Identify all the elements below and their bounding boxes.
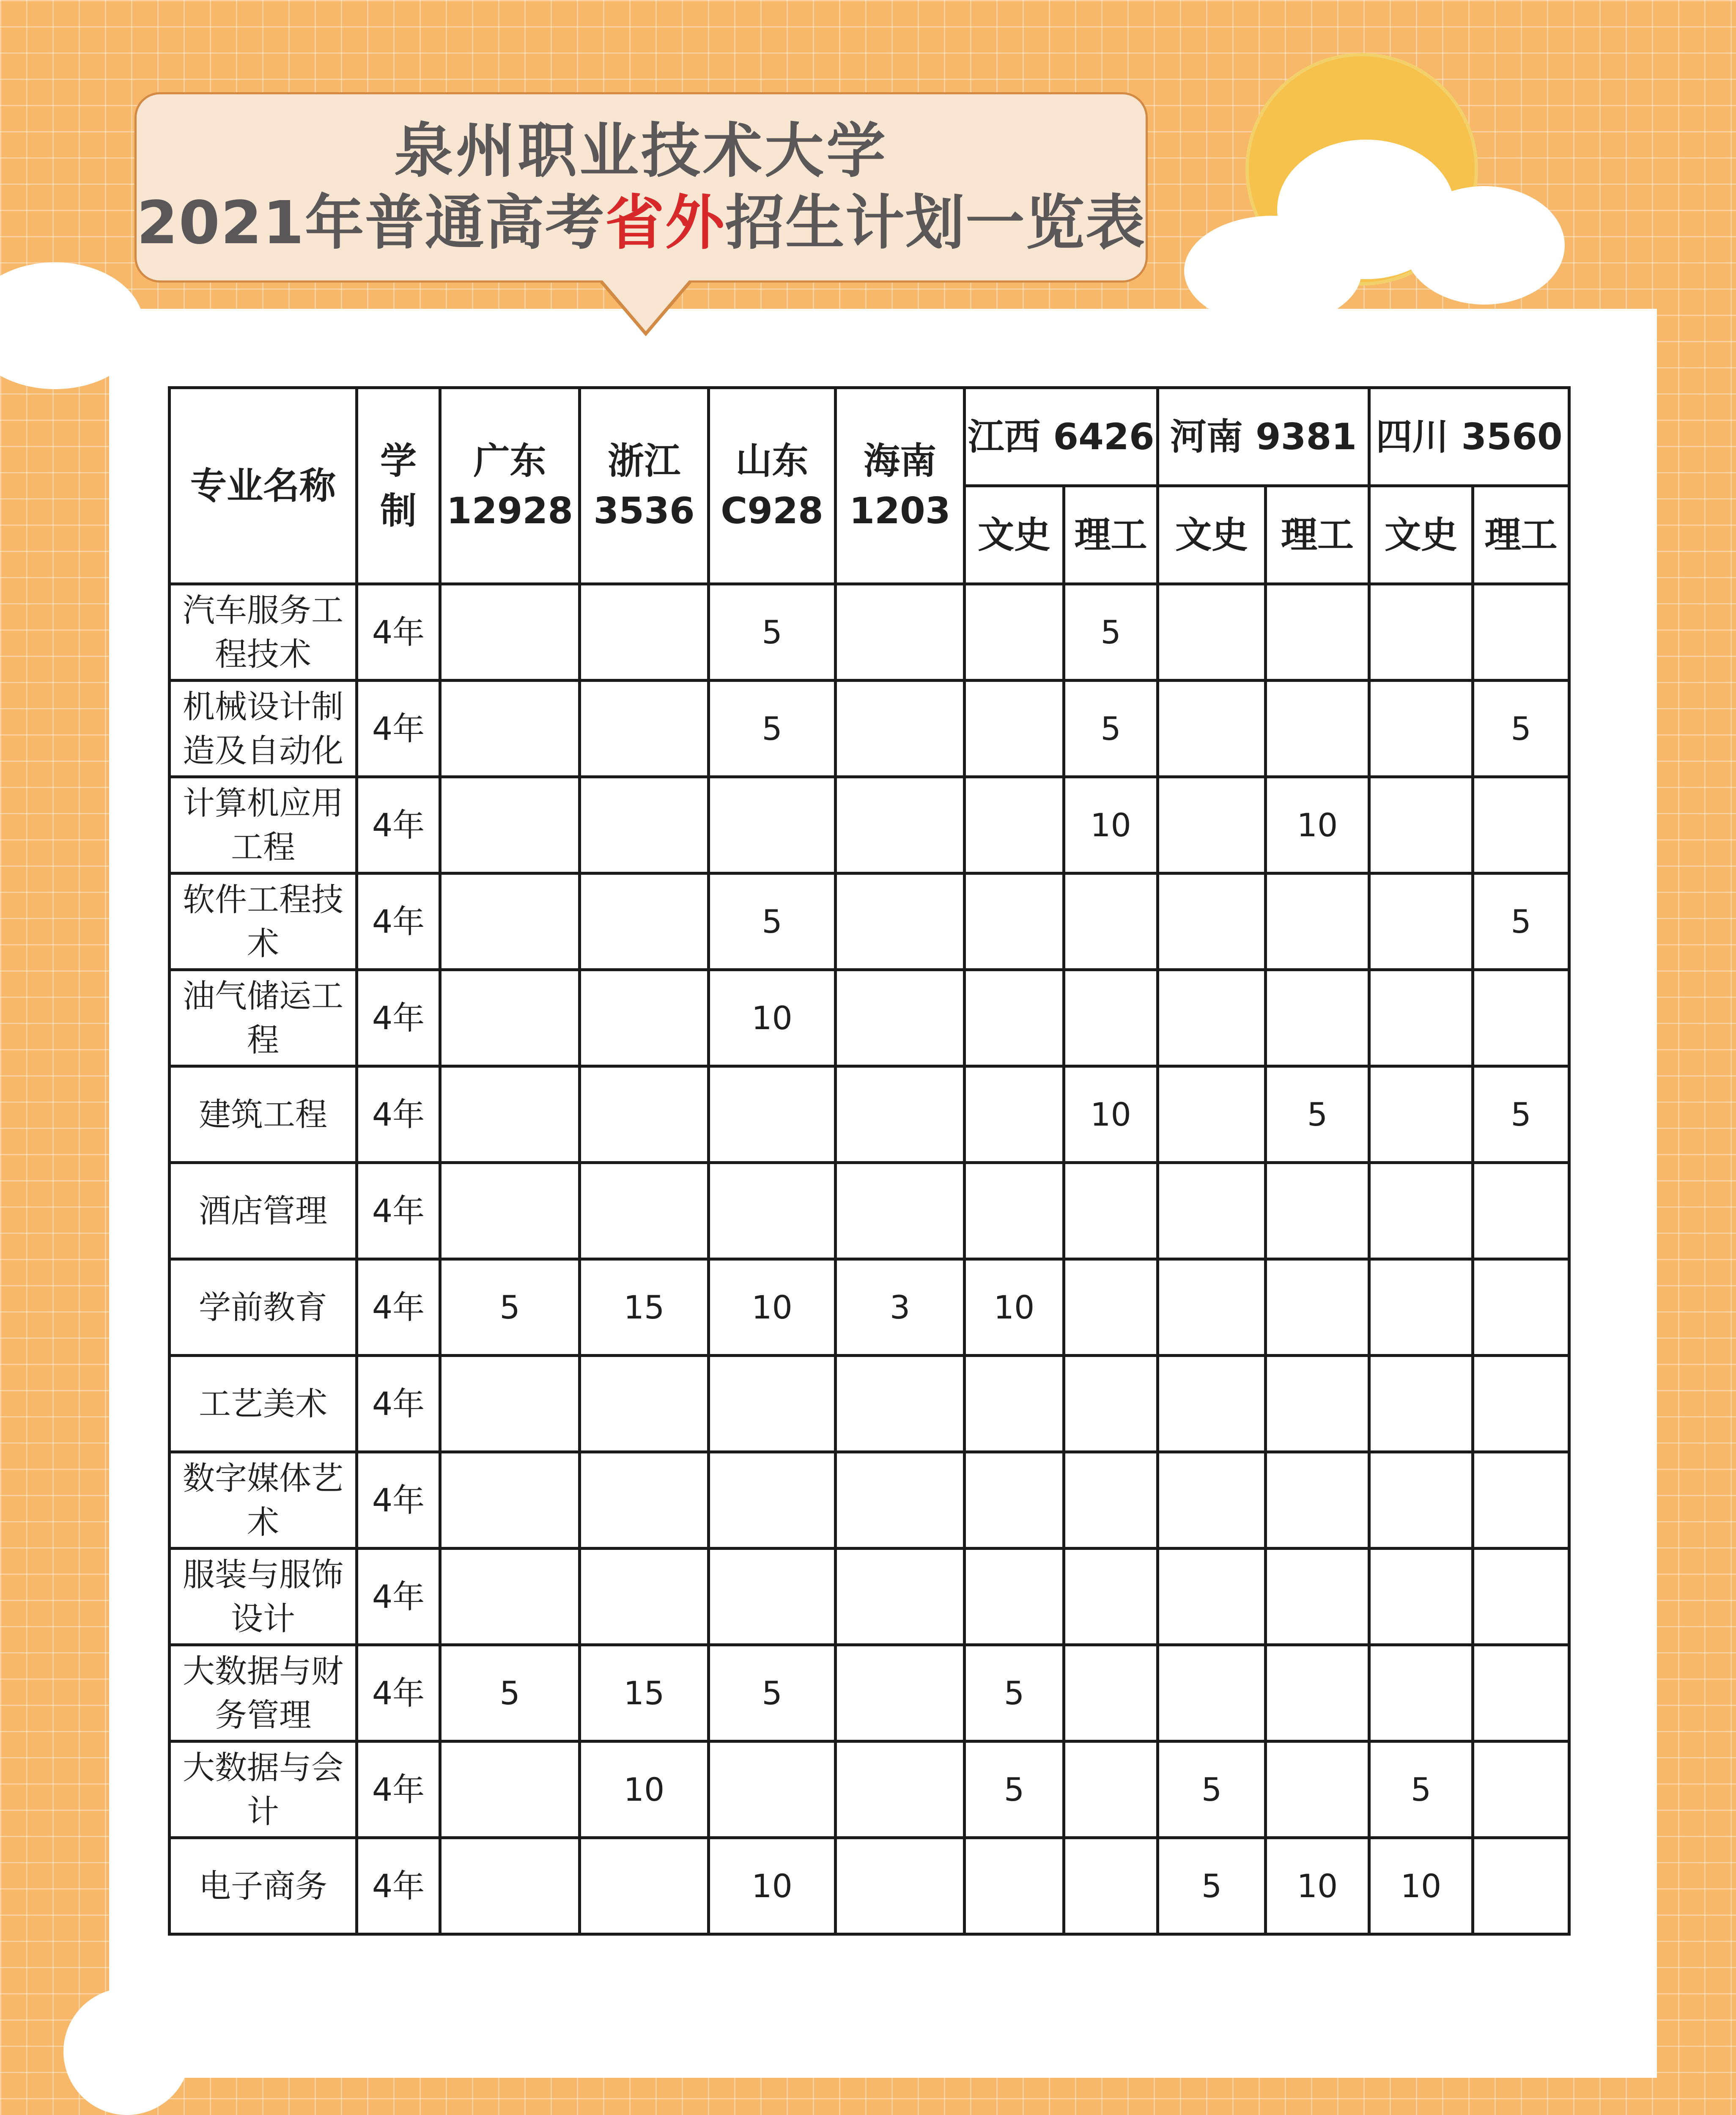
quota-cell xyxy=(1266,970,1369,1066)
quota-cell: 5 xyxy=(1158,1838,1266,1934)
table-row xyxy=(170,1259,1569,1356)
quota-cell: 10 xyxy=(709,1259,836,1356)
major-name-cell: 汽车服务工程技术 xyxy=(170,584,357,681)
years-cell: 4年 xyxy=(357,1163,440,1259)
quota-cell xyxy=(1369,777,1473,873)
header-sichuan-arts: 文史 xyxy=(1369,486,1473,584)
years-cell: 4年 xyxy=(357,584,440,681)
major-name-cell: 服装与服饰设计 xyxy=(170,1549,357,1645)
quota-cell: 5 xyxy=(709,584,836,681)
quota-cell xyxy=(1266,873,1369,970)
province-name: 山东 xyxy=(735,439,809,482)
quota-cell xyxy=(1158,584,1266,681)
quota-cell xyxy=(836,584,965,681)
quota-cell xyxy=(1369,1163,1473,1259)
quota-cell xyxy=(440,681,580,777)
header-sichuan-science: 理工 xyxy=(1473,486,1569,584)
quota-cell xyxy=(836,1356,965,1452)
title-box xyxy=(134,92,1148,283)
quota-cell xyxy=(1266,1259,1369,1356)
quota-cell: 5 xyxy=(965,1645,1064,1741)
province-name: 广东 xyxy=(473,439,546,482)
header-province-guangdong xyxy=(440,388,580,584)
header-province-henan: 河南 9381 xyxy=(1158,388,1369,486)
quota-cell xyxy=(1064,1645,1158,1741)
quota-cell xyxy=(709,1066,836,1163)
quota-cell xyxy=(1266,1356,1369,1452)
years-cell: 4年 xyxy=(357,1549,440,1645)
quota-cell: 10 xyxy=(1266,777,1369,873)
quota-cell xyxy=(440,1452,580,1549)
table-row xyxy=(170,1549,1569,1645)
quota-cell xyxy=(1369,1645,1473,1741)
quota-cell: 10 xyxy=(709,970,836,1066)
quota-cell: 15 xyxy=(580,1259,709,1356)
quota-cell xyxy=(709,1356,836,1452)
quota-cell: 10 xyxy=(580,1741,709,1838)
quota-cell xyxy=(1473,777,1569,873)
header-jiangxi-science: 理工 xyxy=(1064,486,1158,584)
quota-cell: 5 xyxy=(1266,1066,1369,1163)
cloud-decoration-bottom xyxy=(63,1988,190,2115)
quota-cell xyxy=(1158,873,1266,970)
quota-cell xyxy=(836,777,965,873)
cloud-decoration-right-2 xyxy=(1404,186,1565,305)
quota-cell xyxy=(1473,1838,1569,1934)
quota-cell: 10 xyxy=(965,1259,1064,1356)
major-name-cell: 数字媒体艺术 xyxy=(170,1452,357,1549)
quota-cell xyxy=(836,873,965,970)
quota-cell xyxy=(836,1645,965,1741)
quota-cell xyxy=(709,777,836,873)
quota-cell: 5 xyxy=(440,1259,580,1356)
quota-cell xyxy=(580,1066,709,1163)
quota-cell xyxy=(1369,1356,1473,1452)
title-pointer-fill xyxy=(600,277,692,331)
title-highlight: 省外 xyxy=(605,189,725,258)
major-name-cell: 酒店管理 xyxy=(170,1163,357,1259)
quota-cell xyxy=(965,584,1064,681)
quota-cell xyxy=(1369,873,1473,970)
quota-cell xyxy=(440,873,580,970)
table-row xyxy=(170,1838,1569,1934)
years-cell: 4年 xyxy=(357,777,440,873)
quota-cell xyxy=(1266,1452,1369,1549)
quota-cell xyxy=(440,1066,580,1163)
quota-cell xyxy=(1473,1452,1569,1549)
header-major: 专业名称 xyxy=(170,388,357,584)
quota-cell xyxy=(836,1741,965,1838)
major-name-cell: 机械设计制造及自动化 xyxy=(170,681,357,777)
quota-cell xyxy=(1158,1259,1266,1356)
quota-cell xyxy=(965,873,1064,970)
quota-cell: 5 xyxy=(1158,1741,1266,1838)
quota-cell xyxy=(709,1549,836,1645)
quota-cell xyxy=(1266,584,1369,681)
quota-cell xyxy=(1158,1356,1266,1452)
table-row xyxy=(170,1356,1569,1452)
title-plan xyxy=(137,190,1146,257)
quota-cell: 5 xyxy=(1473,1066,1569,1163)
major-name-cell: 大数据与财务管理 xyxy=(170,1645,357,1741)
quota-cell xyxy=(580,1838,709,1934)
quota-cell xyxy=(1064,970,1158,1066)
province-name: 浙江 xyxy=(608,439,680,482)
quota-cell xyxy=(1158,1549,1266,1645)
header-row xyxy=(170,388,1569,486)
quota-cell xyxy=(1369,681,1473,777)
quota-cell xyxy=(1064,1163,1158,1259)
quota-cell xyxy=(580,1549,709,1645)
major-name-cell: 计算机应用工程 xyxy=(170,777,357,873)
quota-cell xyxy=(965,1549,1064,1645)
quota-cell xyxy=(1266,1645,1369,1741)
quota-cell xyxy=(440,1741,580,1838)
quota-cell xyxy=(440,1356,580,1452)
major-name-cell: 工艺美术 xyxy=(170,1356,357,1452)
table-body xyxy=(170,584,1569,1934)
quota-cell xyxy=(1369,1452,1473,1549)
quota-cell: 5 xyxy=(965,1741,1064,1838)
quota-cell xyxy=(1158,1163,1266,1259)
years-cell: 4年 xyxy=(357,1452,440,1549)
quota-cell xyxy=(1473,1163,1569,1259)
title-year: 2021年普通高考 xyxy=(137,189,605,258)
quota-cell: 3 xyxy=(836,1259,965,1356)
major-name-cell: 大数据与会计 xyxy=(170,1741,357,1838)
quota-cell xyxy=(1064,1741,1158,1838)
quota-cell: 5 xyxy=(1473,681,1569,777)
quota-cell xyxy=(1266,681,1369,777)
table-row xyxy=(170,681,1569,777)
quota-cell xyxy=(440,777,580,873)
quota-cell xyxy=(1369,1259,1473,1356)
years-cell: 4年 xyxy=(357,1066,440,1163)
quota-cell xyxy=(1266,1741,1369,1838)
quota-cell: 10 xyxy=(1064,1066,1158,1163)
title-university: 泉州职业技术大学 xyxy=(394,117,888,186)
quota-cell xyxy=(709,1163,836,1259)
quota-cell xyxy=(836,1163,965,1259)
quota-cell xyxy=(1158,1066,1266,1163)
quota-cell xyxy=(1266,1549,1369,1645)
province-quota: 1203 xyxy=(849,489,951,532)
quota-cell xyxy=(580,584,709,681)
years-cell: 4年 xyxy=(357,1838,440,1934)
table-row xyxy=(170,970,1569,1066)
quota-cell xyxy=(1473,1259,1569,1356)
header-province-sichuan: 四川 3560 xyxy=(1369,388,1569,486)
table-row xyxy=(170,1741,1569,1838)
quota-cell xyxy=(836,1066,965,1163)
quota-cell xyxy=(1473,1549,1569,1645)
quota-cell xyxy=(580,873,709,970)
years-cell: 4年 xyxy=(357,1645,440,1741)
quota-cell xyxy=(1369,1549,1473,1645)
table-row xyxy=(170,1452,1569,1549)
quota-cell xyxy=(440,1838,580,1934)
header-henan-science: 理工 xyxy=(1266,486,1369,584)
header-province-zhejiang xyxy=(580,388,709,584)
quota-cell: 5 xyxy=(709,873,836,970)
quota-cell xyxy=(1473,584,1569,681)
table-row xyxy=(170,777,1569,873)
major-name-cell: 油气储运工程 xyxy=(170,970,357,1066)
quota-cell xyxy=(1064,873,1158,970)
province-quota: 3536 xyxy=(593,489,695,532)
quota-cell: 5 xyxy=(1064,681,1158,777)
quota-cell: 5 xyxy=(709,1645,836,1741)
quota-cell xyxy=(1064,1259,1158,1356)
quota-cell xyxy=(965,681,1064,777)
table-row xyxy=(170,584,1569,681)
quota-cell: 5 xyxy=(440,1645,580,1741)
quota-cell: 5 xyxy=(1064,584,1158,681)
province-name: 海南 xyxy=(864,439,936,482)
table-row xyxy=(170,1645,1569,1741)
quota-cell xyxy=(965,970,1064,1066)
quota-cell: 10 xyxy=(709,1838,836,1934)
quota-cell: 10 xyxy=(1266,1838,1369,1934)
quota-cell: 15 xyxy=(580,1645,709,1741)
province-quota: C928 xyxy=(721,489,823,532)
quota-cell xyxy=(1369,584,1473,681)
quota-cell xyxy=(709,1452,836,1549)
quota-cell xyxy=(580,1163,709,1259)
header-province-shandong xyxy=(709,388,836,584)
table-row xyxy=(170,1066,1569,1163)
quota-cell xyxy=(1064,1356,1158,1452)
years-cell: 4年 xyxy=(357,970,440,1066)
quota-cell xyxy=(580,1452,709,1549)
major-name-cell: 电子商务 xyxy=(170,1838,357,1934)
enrollment-plan-table xyxy=(168,386,1571,1936)
major-name-cell: 学前教育 xyxy=(170,1259,357,1356)
quota-cell xyxy=(836,1549,965,1645)
quota-cell xyxy=(965,777,1064,873)
quota-cell xyxy=(1158,681,1266,777)
table-row xyxy=(170,873,1569,970)
quota-cell xyxy=(1064,1549,1158,1645)
major-name-cell: 建筑工程 xyxy=(170,1066,357,1163)
province-quota: 12928 xyxy=(446,489,573,532)
quota-cell xyxy=(440,584,580,681)
years-cell: 4年 xyxy=(357,1741,440,1838)
quota-cell: 10 xyxy=(1064,777,1158,873)
quota-cell xyxy=(965,1452,1064,1549)
major-name-cell: 软件工程技术 xyxy=(170,873,357,970)
quota-cell xyxy=(1064,1838,1158,1934)
quota-cell xyxy=(580,1356,709,1452)
quota-cell xyxy=(1158,970,1266,1066)
quota-cell xyxy=(709,1741,836,1838)
quota-cell xyxy=(580,681,709,777)
quota-cell xyxy=(1473,970,1569,1066)
quota-cell xyxy=(1064,1452,1158,1549)
header-province-jiangxi: 江西 6426 xyxy=(965,388,1158,486)
quota-cell xyxy=(440,1549,580,1645)
header-province-hainan xyxy=(836,388,965,584)
quota-cell: 5 xyxy=(709,681,836,777)
quota-cell: 5 xyxy=(1369,1741,1473,1838)
header-henan-arts: 文史 xyxy=(1158,486,1266,584)
quota-cell xyxy=(1473,1741,1569,1838)
quota-cell xyxy=(1158,777,1266,873)
quota-cell xyxy=(836,970,965,1066)
title-suffix: 招生计划一览表 xyxy=(725,189,1146,258)
quota-cell xyxy=(580,970,709,1066)
quota-cell xyxy=(836,681,965,777)
years-cell: 4年 xyxy=(357,681,440,777)
quota-cell xyxy=(1369,970,1473,1066)
header-jiangxi-arts: 文史 xyxy=(965,486,1064,584)
quota-cell xyxy=(1158,1452,1266,1549)
quota-cell xyxy=(440,1163,580,1259)
quota-cell xyxy=(965,1163,1064,1259)
quota-cell xyxy=(965,1356,1064,1452)
quota-cell xyxy=(836,1838,965,1934)
quota-cell: 5 xyxy=(1473,873,1569,970)
quota-cell xyxy=(1473,1645,1569,1741)
quota-cell xyxy=(836,1452,965,1549)
quota-cell xyxy=(965,1066,1064,1163)
years-cell: 4年 xyxy=(357,873,440,970)
years-cell: 4年 xyxy=(357,1259,440,1356)
quota-cell xyxy=(440,970,580,1066)
quota-cell xyxy=(1473,1356,1569,1452)
table-row xyxy=(170,1163,1569,1259)
header-years: 学制 xyxy=(357,388,440,584)
quota-cell xyxy=(580,777,709,873)
quota-cell xyxy=(1369,1066,1473,1163)
quota-cell xyxy=(1158,1645,1266,1741)
quota-cell xyxy=(965,1838,1064,1934)
quota-cell: 10 xyxy=(1369,1838,1473,1934)
years-cell: 4年 xyxy=(357,1356,440,1452)
quota-cell xyxy=(1266,1163,1369,1259)
